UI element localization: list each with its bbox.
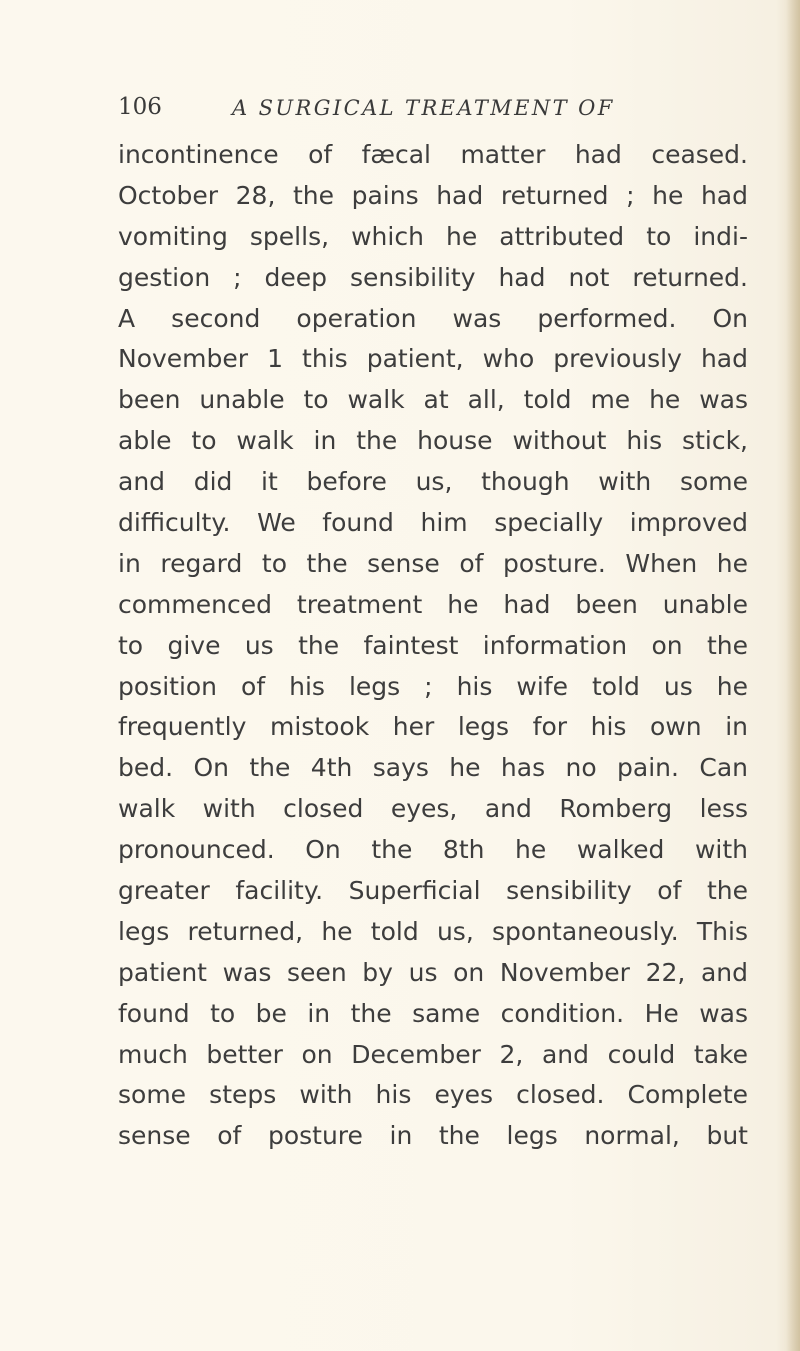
text-line: vomiting spells, which he attributed to indi- <box>118 221 748 251</box>
text-line: walk with closed eyes, and Romberg less <box>118 794 748 824</box>
text-line: November 1 this patient, who previously had <box>118 344 748 374</box>
text-line: gestion ; deep sensibility had not returned. <box>118 262 748 292</box>
page-edge-shadow <box>786 0 800 1351</box>
running-head <box>118 92 638 128</box>
text-line: patient was seen by us on November 22, and <box>118 957 748 987</box>
text-line: sense of posture in the legs normal, but <box>118 1121 748 1151</box>
running-title: A SURGICAL TREATMENT OF <box>232 96 615 120</box>
text-line: greater facility. Superficial sensibility of the <box>118 876 748 906</box>
body-text <box>118 135 748 1157</box>
text-line: frequently mistook her legs for his own in <box>118 712 748 742</box>
text-line: pronounced. On the 8th he walked with <box>118 835 748 865</box>
text-line: legs returned, he told us, spontaneously. This <box>118 916 748 946</box>
text-line: some steps with his eyes closed. Complete <box>118 1080 748 1110</box>
text-line: difficulty. We found him specially improved <box>118 508 748 538</box>
text-line: position of his legs ; his wife told us he <box>118 671 748 701</box>
text-line: incontinence of fæcal matter had ceased. <box>118 140 748 169</box>
text-line: and did it before us, though with some <box>118 467 748 497</box>
text-line: bed. On the 4th says he has no pain. Can <box>118 753 748 783</box>
text-line: been unable to walk at all, told me he was <box>118 385 748 415</box>
text-line: found to be in the same condition. He was <box>118 998 748 1028</box>
text-line: much better on December 2, and could take <box>118 1039 748 1069</box>
text-line: in regard to the sense of posture. When he <box>118 548 748 578</box>
text-line: able to walk in the house without his stick, <box>118 426 748 456</box>
text-line: A second operation was performed. On <box>118 303 748 333</box>
page-number: 106 <box>118 94 162 120</box>
text-line: to give us the faintest information on the <box>118 630 748 660</box>
text-line: commenced treatment he had been unable <box>118 589 748 619</box>
text-line: October 28, the pains had returned ; he had <box>118 180 748 210</box>
